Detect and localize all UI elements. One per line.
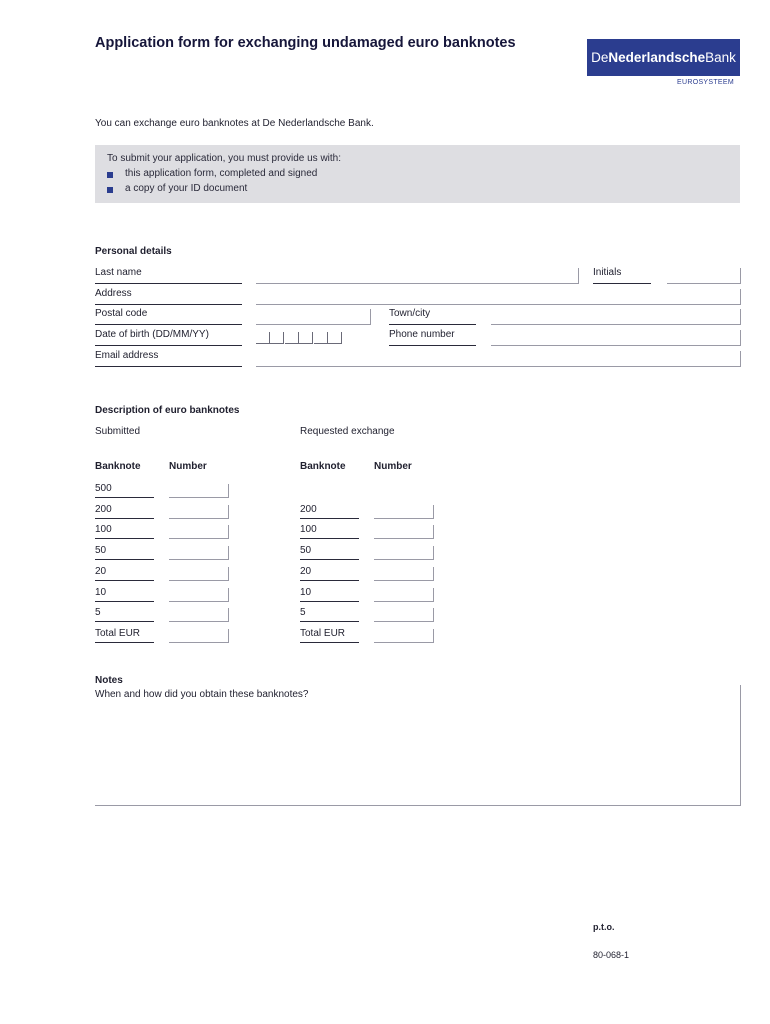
banknote-denomination: 50 <box>95 545 107 557</box>
banknote-denomination: 200 <box>300 503 317 515</box>
requested-number-col: Number <box>374 461 412 472</box>
label-underline <box>95 642 154 643</box>
phone-label: Phone number <box>389 329 455 340</box>
label-underline <box>593 283 651 284</box>
postal-code-label: Postal code <box>95 308 148 319</box>
form-code: 80-068-1 <box>593 950 630 960</box>
label-underline <box>95 518 154 519</box>
label-underline <box>95 621 154 622</box>
requirements-box <box>95 145 740 203</box>
label-underline <box>95 345 242 346</box>
label-underline <box>389 345 476 346</box>
banknote-denomination: Total EUR <box>300 627 346 639</box>
label-underline <box>95 497 154 498</box>
label-underline <box>95 366 242 367</box>
label-underline <box>389 324 476 325</box>
requirement-item: this application form, completed and signed <box>125 168 318 179</box>
label-underline <box>95 304 242 305</box>
logo-nederlandsche: Nederlandsche <box>608 50 706 65</box>
banknote-denomination: 5 <box>300 607 306 619</box>
logo-subtitle: EUROSYSTEEM <box>677 79 734 86</box>
requested-heading: Requested exchange <box>300 426 395 437</box>
label-underline <box>95 283 242 284</box>
banknote-number-field[interactable] <box>374 525 434 539</box>
logo-de: De <box>591 50 609 65</box>
banknote-number-field[interactable] <box>374 546 434 560</box>
dob-year-1[interactable] <box>314 332 328 344</box>
label-underline <box>95 580 154 581</box>
bullet-icon <box>107 187 113 193</box>
banknote-number-field[interactable] <box>169 546 229 560</box>
banknote-number-field[interactable] <box>169 629 229 643</box>
banknote-number-field[interactable] <box>374 505 434 519</box>
submitted-number-col: Number <box>169 461 207 472</box>
banknote-number-field[interactable] <box>374 588 434 602</box>
town-label: Town/city <box>389 308 431 319</box>
logo-bank: Bank <box>705 50 736 65</box>
label-underline <box>300 642 359 643</box>
personal-details-heading: Personal details <box>95 246 172 257</box>
email-label: Email address <box>95 350 159 361</box>
label-underline <box>300 538 359 539</box>
dob-label: Date of birth (DD/MM/YY) <box>95 329 209 340</box>
requirements-heading: To submit your application, you must provide us with: <box>107 153 341 164</box>
label-underline <box>300 580 359 581</box>
pto-text: p.t.o. <box>593 922 615 932</box>
dob-year-2[interactable] <box>328 332 342 344</box>
submitted-heading: Submitted <box>95 426 141 437</box>
banknote-number-field[interactable] <box>169 525 229 539</box>
banknote-denomination: 5 <box>95 607 101 619</box>
label-underline <box>95 538 154 539</box>
banknote-number-field[interactable] <box>374 608 434 622</box>
dob-month-2[interactable] <box>299 332 313 344</box>
banknotes-heading: Description of euro banknotes <box>95 405 240 416</box>
postal-code-field[interactable] <box>256 309 371 325</box>
notes-field[interactable] <box>95 685 741 806</box>
banknote-number-field[interactable] <box>169 567 229 581</box>
requirement-item: a copy of your ID document <box>125 183 248 194</box>
dob-day-1[interactable] <box>256 332 270 344</box>
address-label: Address <box>95 288 132 299</box>
banknote-number-field[interactable] <box>374 567 434 581</box>
dob-day-2[interactable] <box>270 332 284 344</box>
label-underline <box>300 518 359 519</box>
banknote-denomination: 50 <box>300 545 312 557</box>
last-name-field[interactable] <box>256 268 579 284</box>
banknote-denomination: 200 <box>95 503 112 515</box>
last-name-label: Last name <box>95 267 142 278</box>
submitted-banknote-col: Banknote <box>95 461 141 472</box>
banknote-denomination: 100 <box>300 524 317 536</box>
banknote-denomination: 20 <box>95 565 107 577</box>
label-underline <box>95 601 154 602</box>
banknote-denomination: 500 <box>95 483 112 494</box>
banknote-number-field[interactable] <box>169 484 229 498</box>
label-underline <box>300 621 359 622</box>
dnb-logo <box>587 39 740 76</box>
page-title: Application form for exchanging undamaged euro banknotes <box>95 35 516 51</box>
initials-field[interactable] <box>667 268 741 284</box>
banknote-denomination: 10 <box>95 586 107 598</box>
bullet-icon <box>107 172 113 178</box>
requested-banknote-col: Banknote <box>300 461 346 472</box>
label-underline <box>300 559 359 560</box>
dob-month-1[interactable] <box>285 332 299 344</box>
banknote-number-field[interactable] <box>169 505 229 519</box>
town-field[interactable] <box>491 309 741 325</box>
email-field[interactable] <box>256 351 741 367</box>
phone-field[interactable] <box>491 330 741 346</box>
initials-label: Initials <box>593 267 622 278</box>
notes-question: When and how did you obtain these banknotes? <box>95 689 309 700</box>
banknote-number-field[interactable] <box>374 629 434 643</box>
banknote-denomination: Total EUR <box>95 627 141 639</box>
address-field[interactable] <box>256 289 741 305</box>
banknote-denomination: 100 <box>95 524 112 536</box>
label-underline <box>95 324 242 325</box>
banknote-number-field[interactable] <box>169 608 229 622</box>
notes-heading: Notes <box>95 675 123 686</box>
label-underline <box>300 601 359 602</box>
label-underline <box>95 559 154 560</box>
intro-text: You can exchange euro banknotes at De Nederlandsche Bank. <box>95 118 374 129</box>
banknote-denomination: 10 <box>300 586 312 598</box>
banknote-denomination: 20 <box>300 565 312 577</box>
banknote-number-field[interactable] <box>169 588 229 602</box>
